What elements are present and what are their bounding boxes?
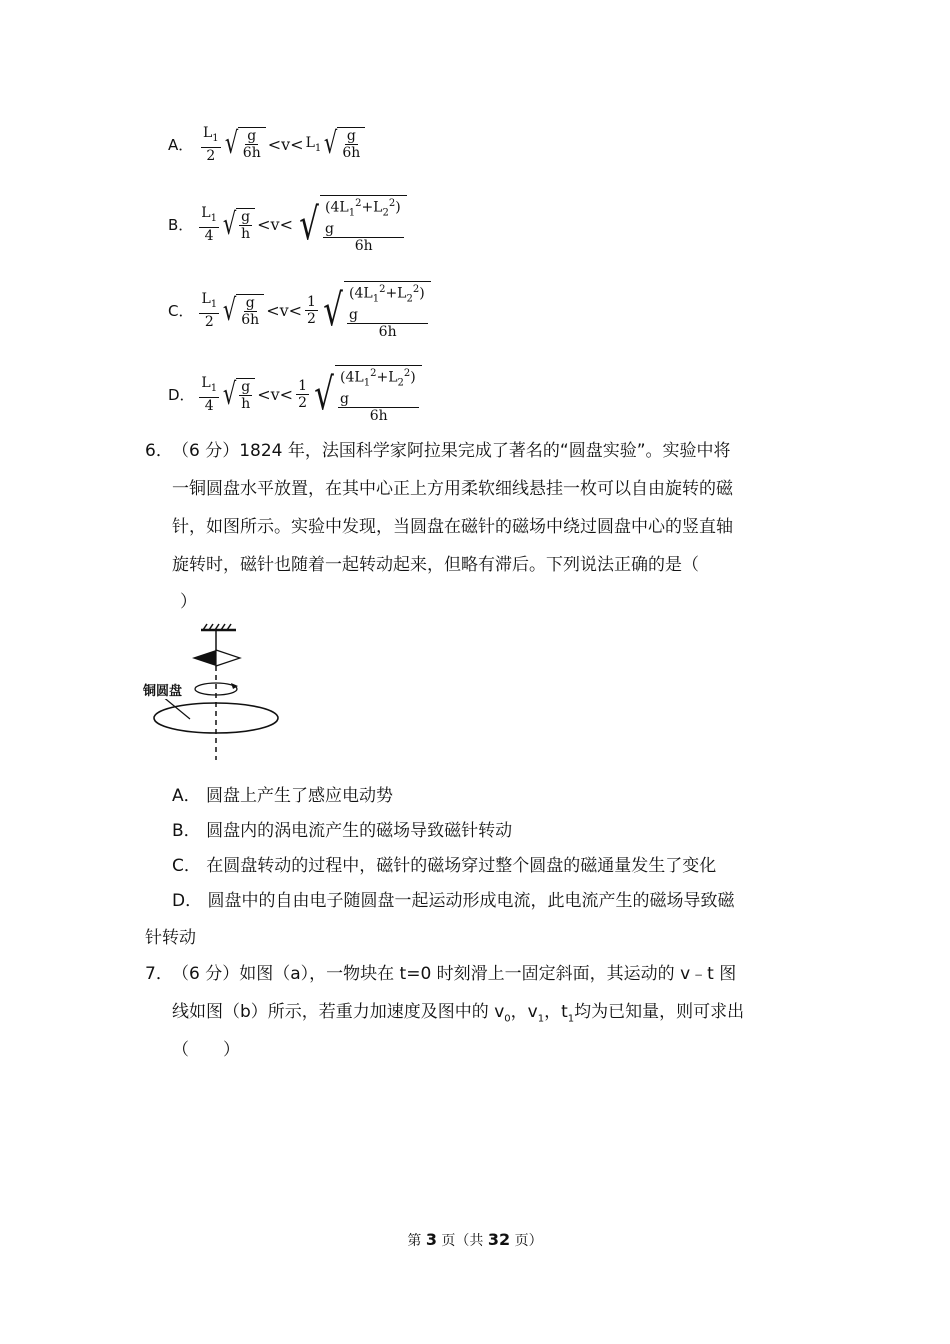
question-6-line-5: ） — [180, 592, 197, 612]
page-footer: 第 3 页（共 32 页） — [407, 1230, 543, 1249]
compass-needle-north — [192, 650, 216, 666]
question-6-option-c: C． 在圆盘转动的过程中，磁针的磁场穿过整个圆盘的磁通量发生了变化 — [172, 856, 717, 876]
question-5-option-c: C． $\frac{L_1}{2}$ √ $\frac{g}{6h}$ <v< $\frac{1}{2}$ √ $\frac{(4L_1^2+L_2^2) g}{6h}$ — [168, 281, 431, 340]
question-6-line-4: 旋转时，磁针也随着一起转动起来，但略有滞后。下列说法正确的是（ — [172, 555, 699, 575]
figure-label: 铜圆盘 — [143, 680, 182, 699]
question-7-number: 7． — [145, 964, 173, 984]
question-6-line-2: 一铜圆盘水平放置，在其中心正上方用柔软细线悬挂一枚可以自由旋转的磁 — [172, 479, 733, 499]
copper-disc — [154, 703, 278, 733]
question-6-option-d-cont: 针转动 — [145, 928, 196, 948]
question-7-line-1: （6 分）如图（a），一物块在 t=0 时刻滑上一固定斜面，其运动的 v﹣t 图 — [172, 964, 737, 984]
question-6-option-d: D． 圆盘中的自由电子随圆盘一起运动形成电流，此电流产生的磁场导致磁 — [172, 891, 735, 911]
question-5-option-b: B． $\frac{L_1}{4}$ √ $\frac{g}{h}$ <v< √ $\frac{(4L_1^2+L_2^2) g}{6h}$ — [168, 195, 407, 254]
label-pointer — [162, 696, 190, 719]
question-7-line-2: 线如图（b）所示，若重力加速度及图中的 $v_0$，$v_1$，$t_1$均为已知量，则可求出 — [172, 1002, 745, 1025]
question-6-line-3: 针，如图所示。实验中发现，当圆盘在磁针的磁场中绕过圆盘中心的竖直轴 — [172, 517, 733, 537]
question-6-line-1: （6 分）1824 年，法国科学家阿拉果完成了著名的“圆盘实验”。实验中将 — [172, 441, 731, 461]
question-6-number: 6． — [145, 441, 173, 461]
question-7-line-3: （ ） — [172, 1040, 240, 1060]
compass-needle-south — [216, 650, 240, 666]
question-6-option-b: B． 圆盘内的涡电流产生的磁场导致磁针转动 — [172, 821, 513, 841]
question-5-option-a: A． $\frac{L_1}{2}$ √ $\frac{g}{6h}$ <v< $L_1$ √ $\frac{g}{6h}$ — [168, 125, 365, 164]
question-5-option-d: D． $\frac{L_1}{4}$ √ $\frac{g}{h}$ <v< $\frac{1}{2}$ √ $\frac{(4L_1^2+L_2^2) g}{6h}$ — [168, 365, 422, 424]
question-6-option-a: A． 圆盘上产生了感应电动势 — [172, 786, 394, 806]
